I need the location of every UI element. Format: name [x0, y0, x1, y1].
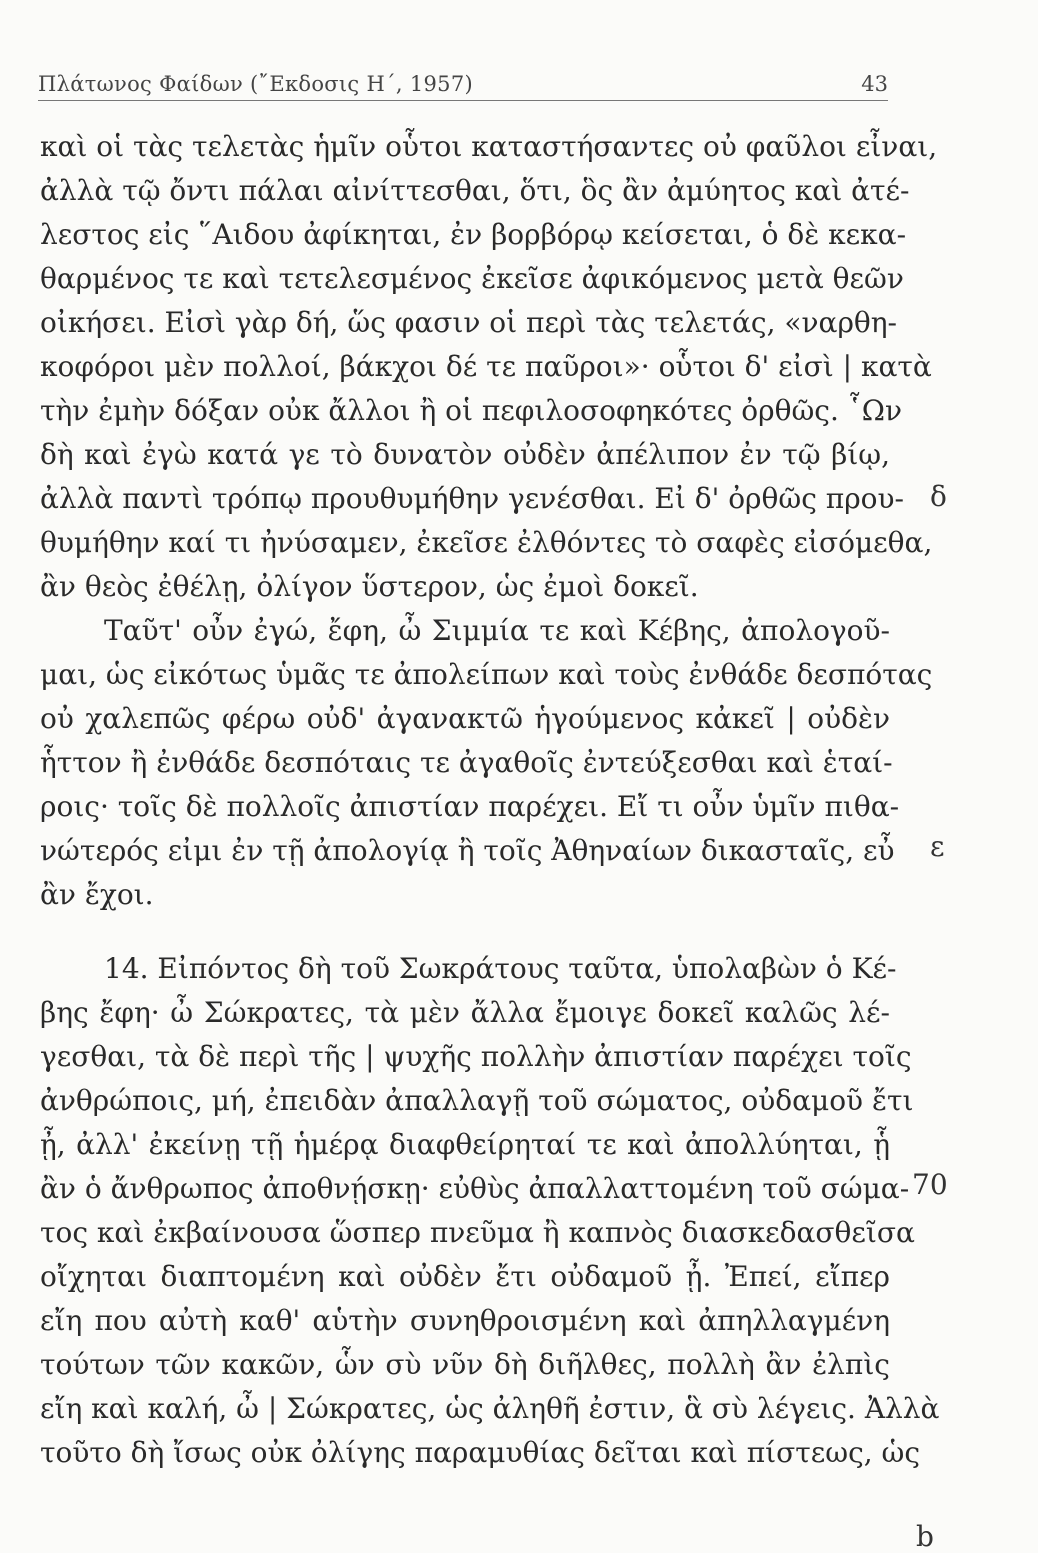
margin-reference: δ: [930, 480, 947, 513]
text-line: ἂν ὁ ἄνθρωπος ἀποθνῄσκῃ· εὐθὺς ἀπαλλαττομένη τοῦ σώμα-: [40, 1172, 910, 1205]
text-line: κοφόροι μὲν πολλοί, βάκχοι δέ τε παῦροι»· οὗτοι δ' εἰσὶ | κατὰ: [40, 350, 932, 383]
text-line: γεσθαι, τὰ δὲ περὶ τῆς | ψυχῆς πολλὴν ἀπιστίαν παρέχει τοῖς: [40, 1040, 912, 1073]
text-line: οἰκήσει. Εἰσὶ γὰρ δή, ὥς φασιν οἱ περὶ τὰς τελετάς, «ναρθη-: [40, 306, 898, 339]
text-line: ροις· τοῖς δὲ πολλοῖς ἀπιστίαν παρέχει. Εἴ τι οὖν ὑμῖν πιθα-: [40, 790, 900, 823]
text-line: ἂν θεὸς ἐθέλῃ, ὀλίγον ὕστερον, ὡς ἐμοὶ δοκεῖ.: [40, 570, 699, 603]
text-line: ἀλλὰ παντὶ τρόπῳ προυθυμήθην γενέσθαι. Εἰ δ' ὀρθῶς πρου-: [40, 482, 904, 515]
margin-reference: 70: [912, 1168, 948, 1201]
text-line: ἀνθρώποις, μή, ἐπειδὰν ἀπαλλαγῇ τοῦ σώματος, οὐδαμοῦ ἔτι: [40, 1084, 914, 1117]
text-line: βης ἔφη· ὦ Σώκρατες, τὰ μὲν ἄλλα ἔμοιγε δοκεῖ καλῶς λέ-: [40, 996, 890, 1029]
text-line: οὐ χαλεπῶς φέρω οὐδ' ἀγανακτῶ ἡγούμενος κἀκεῖ | οὐδὲν: [40, 702, 890, 735]
text-line: νώτερός εἰμι ἐν τῇ ἀπολογίᾳ ἢ τοῖς Ἀθηναίων δικασταῖς, εὖ: [40, 834, 895, 867]
text-line: θυμήθην καί τι ἠνύσαμεν, ἐκεῖσε ἐλθόντες τὸ σαφὲς εἰσόμεθα,: [40, 526, 933, 559]
margin-reference: b: [916, 1520, 934, 1553]
text-line: λεστος εἰς ῞Αιδου ἀφίκηται, ἐν βορβόρῳ κείσεται, ὁ δὲ κεκα-: [40, 218, 907, 251]
text-line: δὴ καὶ ἐγὼ κατά γε τὸ δυνατὸν οὐδὲν ἀπέλιπον ἐν τῷ βίῳ,: [40, 438, 890, 471]
text-line: εἴη καὶ καλή, ὦ | Σώκρατες, ὡς ἀληθῆ ἐστιν, ἃ σὺ λέγεις. Ἀλλὰ: [40, 1392, 940, 1425]
text-line: τος καὶ ἐκβαίνουσα ὥσπερ πνεῦμα ἢ καπνὸς διασκεδασθεῖσα: [40, 1216, 915, 1249]
text-line: Ταῦτ' οὖν ἐγώ, ἔφη, ὦ Σιμμία τε καὶ Κέβης, ἀπολογοῦ-: [104, 614, 890, 647]
text-line: ᾖ, ἀλλ' ἐκείνῃ τῇ ἡμέρᾳ διαφθείρηταί τε καὶ ἀπολλύηται, ᾗ: [40, 1128, 890, 1161]
text-line: ἧττον ἢ ἐνθάδε δεσπόταις τε ἀγαθοῖς ἐντεύξεσθαι καὶ ἑταί-: [40, 746, 893, 779]
text-line: οἴχηται διαπτομένη καὶ οὐδὲν ἔτι οὐδαμοῦ ᾖ. Ἐπεί, εἴπερ: [40, 1260, 890, 1293]
text-line: μαι, ὡς εἰκότως ὑμᾶς τε ἀπολείπων καὶ τοὺς ἐνθάδε δεσπότας: [40, 658, 933, 691]
text-line: θαρμένος τε καὶ τετελεσμένος ἐκεῖσε ἀφικόμενος μετὰ θεῶν: [40, 262, 904, 295]
text-line: εἴη που αὐτὴ καθ' αὑτὴν συνηθροισμένη καὶ ἀπηλλαγμένη: [40, 1304, 890, 1337]
margin-reference: ε: [930, 830, 945, 863]
text-line: 14. Εἰπόντος δὴ τοῦ Σωκράτους ταῦτα, ὑπολαβὼν ὁ Κέ-: [104, 952, 897, 985]
text-line: τὴν ἐμὴν δόξαν οὐκ ἄλλοι ἢ οἱ πεφιλοσοφηκότες ὀρθῶς. ῟Ων: [40, 394, 903, 427]
page-number: 43: [861, 72, 888, 96]
text-line: τοῦτο δὴ ἴσως οὐκ ὀλίγης παραμυθίας δεῖται καὶ πίστεως, ὡς: [40, 1436, 921, 1469]
text-line: τούτων τῶν κακῶν, ὧν σὺ νῦν δὴ διῆλθες, πολλὴ ἂν ἐλπὶς: [40, 1348, 890, 1381]
text-line: ἀλλὰ τῷ ὄντι πάλαι αἰνίττεσθαι, ὅτι, ὃς ἂν ἀμύητος καὶ ἀτέ-: [40, 174, 910, 207]
text-line: καὶ οἱ τὰς τελετὰς ἡμῖν οὗτοι καταστήσαντες οὐ φαῦλοι εἶναι,: [40, 130, 938, 163]
text-line: ἂν ἔχοι.: [40, 878, 154, 911]
running-head: Πλάτωνος Φαίδων (῎Εκδοσις Η΄, 1957): [38, 72, 473, 96]
header-rule: [38, 100, 888, 101]
